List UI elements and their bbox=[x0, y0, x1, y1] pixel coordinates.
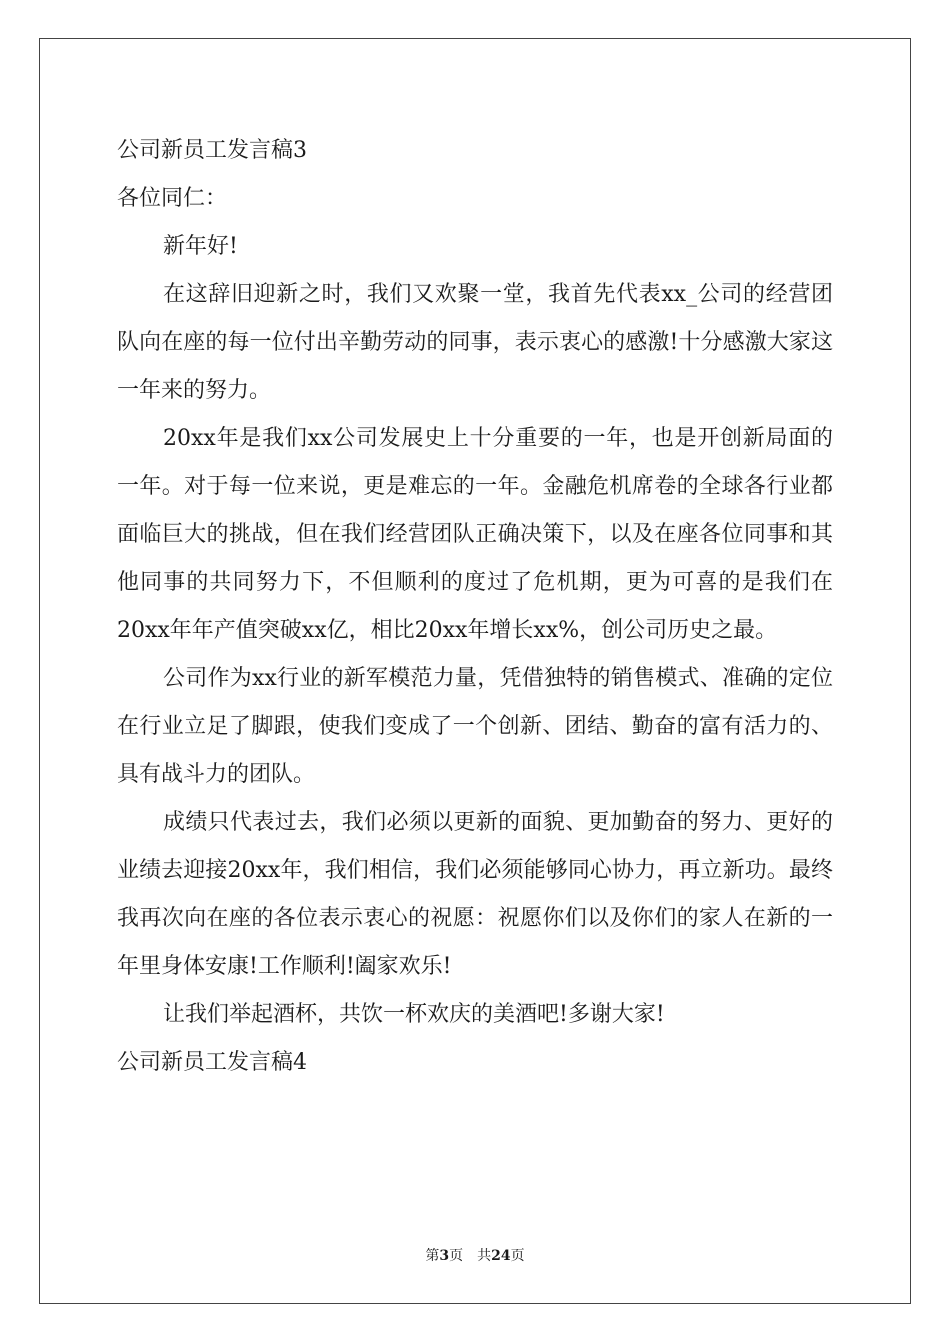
paragraph-positioning: 公司作为xx行业的新军模范力量，凭借独特的销售模式、准确的定位在行业立足了脚跟，使我们变成了一个创新、团结、勤奋的富有活力的、具有战斗力的团队。 bbox=[117, 666, 833, 787]
section-heading-next: 公司新员工发言稿4 bbox=[117, 1050, 307, 1075]
section-heading: 公司新员工发言稿3 bbox=[117, 138, 307, 163]
salutation: 各位同仁： bbox=[117, 186, 228, 211]
total-prefix: 共 bbox=[477, 1248, 492, 1264]
page-suffix: 页 bbox=[449, 1248, 464, 1264]
total-page-count: 24 bbox=[491, 1248, 511, 1264]
document-body bbox=[117, 127, 833, 1087]
paragraph-thanks: 在这辞旧迎新之时，我们又欢聚一堂，我首先代表xx_公司的经营团队向在座的每一位付出辛勤劳动的同事，表示衷心的感激!十分感激大家这一年来的努力。 bbox=[117, 282, 833, 403]
paragraph-greeting: 新年好! bbox=[163, 234, 238, 259]
paragraph-future: 成绩只代表过去，我们必须以更新的面貌、更加勤奋的努力、更好的业绩去迎接20xx年，我们相信，我们必须能够同心协力，再立新功。最终我再次向在座的各位表示衷心的祝愿：祝愿你们以及你们的家人在新的一年里身体安康!工作顺利!阖家欢乐! bbox=[117, 810, 833, 979]
paragraph-toast: 让我们举起酒杯，共饮一杯欢庆的美酒吧!多谢大家! bbox=[163, 1002, 665, 1027]
page-prefix: 第 bbox=[425, 1248, 440, 1264]
current-page-number: 3 bbox=[439, 1248, 450, 1264]
total-suffix: 页 bbox=[510, 1248, 525, 1264]
page-footer bbox=[0, 1246, 950, 1266]
paragraph-achievements: 20xx年是我们xx公司发展史上十分重要的一年，也是开创新局面的一年。对于每一位来说，更是难忘的一年。金融危机席卷的全球各行业都面临巨大的挑战，但在我们经营团队正确决策下，以及在座各位同事和其他同事的共同努力下，不但顺利的度过了危机期，更为可喜的是我们在20xx年年产值突破xx亿，相比20xx年增长xx%，创公司历史之最。 bbox=[117, 426, 834, 643]
